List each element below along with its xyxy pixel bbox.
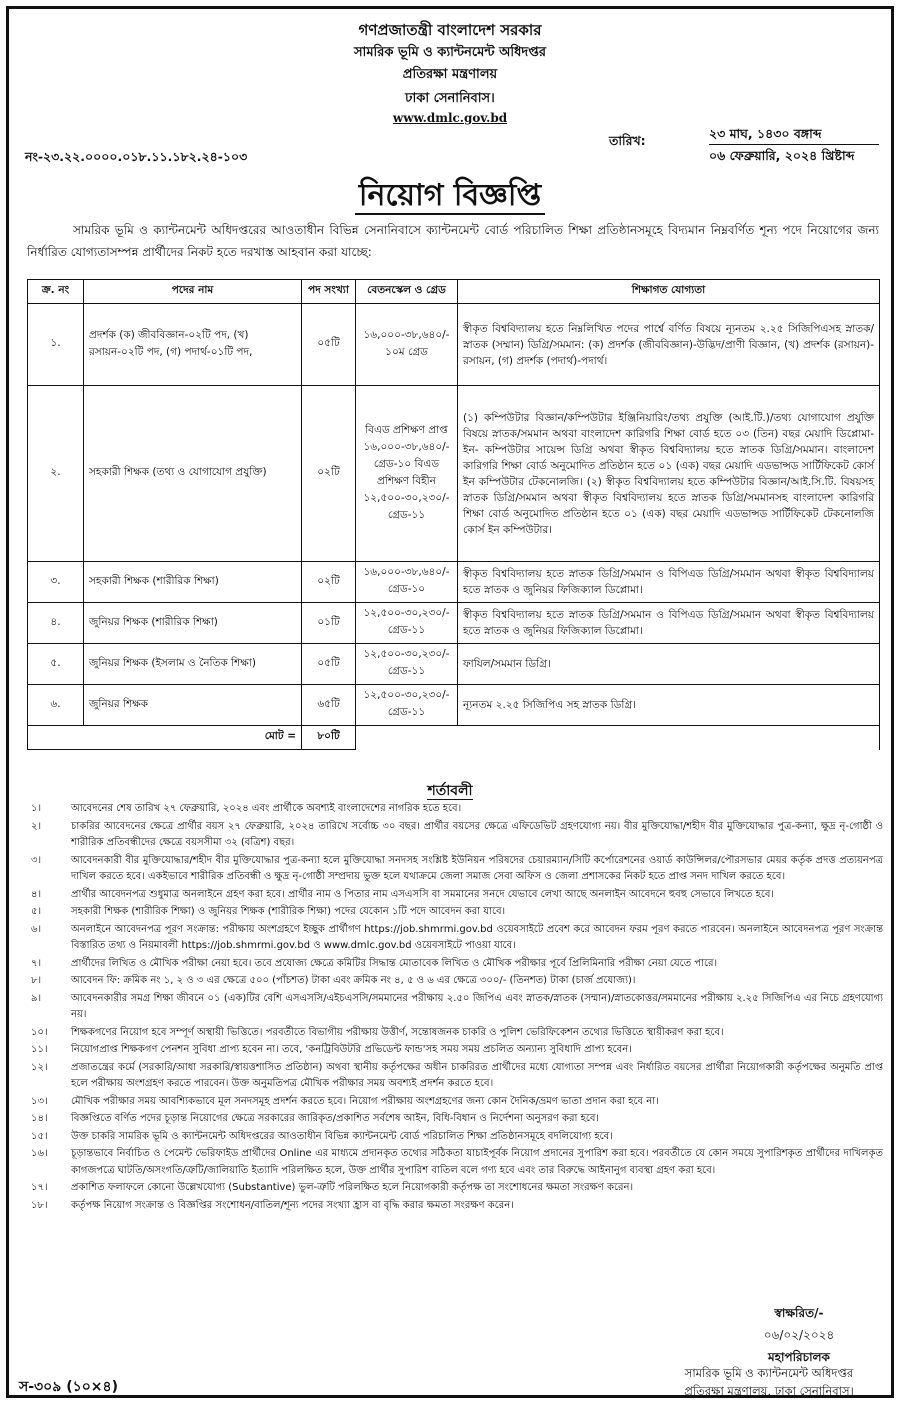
date-bangla: ২৩ মাঘ, ১৪৩০ বঙ্গাব্দ — [709, 123, 879, 145]
ministry-name: প্রতিরক্ষা মন্ত্রণালয় — [402, 67, 498, 82]
term-text: আবেদনকারীর সমগ্র শিক্ষা জীবনে ০১ (এক)টির বেশি এসএসসি/এইচএসসি/সমমানের পরীক্ষায় ২.৫০ জিপিএ এবং স্নাতক/স্নাতক (সম্মান)/স্নাতকোত্তর/সমমানের পরীক্ষায় ২.২৫ সিজিপিএ এর নিচে গ্রহণযোগ্য নয়। — [71, 992, 883, 1020]
cell-scale: ১২,৫০০-৩০,২৩০/- গ্রেড-১১ — [356, 603, 458, 644]
term-text: নিয়োগপ্রাপ্ত শিক্ষকগণ পেনশন সুবিধা প্রাপ্য হবেন না। তবে, 'কনট্রিবিউটরি প্রভিডেন্ট ফান্ড'সহ সময় সময় প্রচলিত অন্যান্য সুবিধাদি প্রাপ্য হবেন। — [71, 1044, 632, 1055]
cell-scale: ১২,৫০০-৩০,২৩০/- গ্রেড-১১ — [356, 644, 458, 685]
term-text: প্রার্থীদের লিখিত ও মৌখিক পরীক্ষা নেয়া হবে। তবে প্রযোজ্য ক্ষেত্রে কমিটির সিদ্ধান্ত মোতাবেক লিখিত ও মৌখিক পরীক্ষার পূর্বে প্রিলিমিনারি পরীক্ষা নেয়া যেতে পারে। — [71, 957, 718, 969]
term-number: ৬। — [31, 923, 42, 935]
term-text: সহকারী শিক্ষক (শারীরিক শিক্ষা) ও জুনিয়র শিক্ষক (শারীরিক শিক্ষা) পদের যেকোন ১টি পদে আবেদন করা যাবে। — [71, 906, 506, 917]
location: ঢাকা সেনানিবাস। — [405, 91, 495, 106]
signatory-designation: মহাপরিচালক — [768, 1350, 830, 1364]
terms-title — [9, 779, 891, 803]
term-text: প্রার্থীর আবেদনপত্র শুধুমাত্র অনলাইনে গ্রহণ করা হবে। প্রার্থীর নাম ও পিতার নাম এসএসসি বা সমমানের সনদে যেভাবে লেখা আছে অনলাইন আবেদনে হুবহু সেভাবে লিখতে হবে। — [71, 888, 774, 900]
list-item — [27, 887, 883, 904]
term-number: ১২। — [31, 1061, 48, 1073]
cell-qualification: স্বীকৃত বিশ্ববিদ্যালয় হতে স্নাতক ডিগ্রি/সমমান ও বিপিএড ডিগ্রি/সমমান অথবা স্বীকৃত বিশ্ববিদ্যালয় হতে স্নাতক ও জুনিয়র ফিজিক্যাল ডিপ্লোমা। — [458, 562, 880, 603]
list-item — [27, 853, 883, 886]
term-text: মৌখিক পরীক্ষার সময় আবশ্যিকভাবে মূল সনদসমূহ প্রদর্শন করতে হবে। নিয়োগ পরীক্ষায় অংশগ্রহণের জন্য কোন দৈনিক/ভ্রমণ ভাতা প্রদান করা হবে না। — [71, 1095, 659, 1107]
term-number: ৪। — [31, 888, 42, 900]
cell-sl: ৬. — [28, 685, 84, 726]
col-header-post: পদের নাম — [84, 280, 302, 304]
signatory-ministry: প্রতিরক্ষা মন্ত্রণালয়, ঢাকা সেনানিবাস। — [684, 1384, 854, 1398]
col-header-sl: ক্র. নং — [28, 280, 84, 304]
term-number: ১৭। — [31, 1182, 48, 1193]
empty-cell — [356, 726, 458, 750]
list-item — [27, 1180, 883, 1197]
cell-post: সহকারী শিক্ষক (শারীরিক শিক্ষা) — [84, 562, 302, 603]
table-header-row — [28, 280, 880, 304]
term-text: কর্তৃপক্ষ নিয়োগ সংক্রান্ত ও বিজ্ঞপ্তির সংশোধন/বাতিল/শূন্য পদের সংখ্যা হ্রাস বা বৃদ্ধি করার ক্ষমতা সংরক্ষণ করেন। — [71, 1199, 514, 1211]
list-item — [27, 1094, 883, 1111]
term-text: বিজ্ঞপ্তিতে বর্ণিত পদের চূড়ান্ত নিয়োগের ক্ষেত্রে সরকারের জারিকৃত/প্রকাশিত সর্বশেষ আইন, বিধি-বিধান ও নির্দেশনা অনুসরণ করা হবে। — [71, 1113, 599, 1124]
date-label: তারিখ: — [609, 133, 646, 148]
memo-number: নং-২৩.২২.০০০০.০১৮.১১.১৮২.২৪-১০৩ — [25, 149, 248, 164]
term-text: আবেদনের শেষ তারিখ ২৭ ফেব্রুয়ারি, ২০২৪ এবং প্রার্থীকে অবশ্যই বাংলাদেশের নাগরিক হতে হবে। — [71, 803, 462, 814]
list-item — [27, 819, 883, 852]
term-text: প্রকাশিত ফলাফলে কোনো উল্লেখযোগ্য (Substantive) ভুল-ত্রুটি পরিলক্ষিত হলে নিয়োগকারী কর্তৃপক্ষ তা সংশোধনের ক্ষমতা সংরক্ষণ করেন। — [71, 1182, 634, 1193]
table-row — [28, 644, 880, 685]
list-item — [27, 1042, 883, 1059]
website-link[interactable]: www.dmlc.gov.bd — [392, 111, 508, 125]
cell-sl: ৪. — [28, 603, 84, 644]
term-number: ১১। — [31, 1044, 48, 1055]
term-text: উক্ত চাকরি সামরিক ভূমি ও ক্যান্টনমেন্ট অধিদপ্তরের আওতাধীন বিভিন্ন ক্যান্টনমেন্ট বোর্ড পরিচালিত শিক্ষা প্রতিষ্ঠানসমূহে বদলিযোগ্য হবে। — [71, 1130, 613, 1142]
list-item — [27, 922, 883, 955]
list-item — [27, 956, 883, 973]
term-number: ৭। — [31, 957, 42, 969]
vacancy-table — [27, 279, 880, 750]
list-item — [27, 904, 883, 921]
cell-post: প্রদর্শক (ক) জীববিজ্ঞান-০২টি পদ, (খ) রসায়ন-০২টি পদ, (গ) পদার্থ-০১টি পদ, — [84, 304, 302, 386]
table-row — [28, 386, 880, 562]
term-number: ৫। — [31, 906, 42, 917]
list-item — [27, 1111, 883, 1128]
list-item — [27, 1198, 883, 1215]
cell-count: ৬৫টি — [302, 685, 356, 726]
signature-date: ০৬/০২/২০২৪ — [763, 1328, 835, 1342]
term-number: ৩। — [31, 854, 42, 866]
notice-title — [9, 171, 891, 222]
term-text: চূড়ান্তভাবে নির্বাচিত ও পেমেন্ট ভেরিফাইড প্রার্থীদের Online এর মাধ্যমে প্রদানকৃত তথ্যের সঠিকতা যাচাইপূর্বক নিয়োগ প্রদানের সুপারিশ করা হবে। পরবর্তীতে যে কোন সময়ে সুপারিশকৃত প্রার্থীদের দাখিলকৃত কাগজপত্রে ঘাটতি/অসংগতি/ত্রুটি/জালিয়াতি ইত্যাদি পরিলক্ষিত হলে, উক্ত প্রার্থীর সুপারিশ বাতিল বলে গণ্য হবে এবং তার বিরুদ্ধে আইনানুগ ব্যবস্থা গ্রহণ করা হবে। — [71, 1148, 883, 1176]
department-name: সামরিক ভূমি ও ক্যান্টনমেন্ট অধিদপ্তর — [353, 45, 547, 60]
cell-count: ০৫টি — [302, 304, 356, 386]
list-item — [27, 1129, 883, 1146]
cell-sl: ৩. — [28, 562, 84, 603]
list-item — [27, 973, 883, 990]
list-item — [27, 1146, 883, 1179]
term-text: চাকরির আবেদনের ক্ষেত্রে প্রার্থীর বয়স ২৭ ফেব্রুয়ারি, ২০২৪ তারিখে সর্বোচ্চ ৩০ বছর। প্রার্থীর বয়সের ক্ষেত্রে এফিডেভিট গ্রহণযোগ্য নয়। বীর মুক্তিযোদ্ধা/শহীদ বীর মুক্তিযোদ্ধার পুত্র-কন্যা, ক্ষুদ্র নৃ-গোষ্ঠী ও শারীরিক প্রতিবন্ধীদের ক্ষেত্রে বয়সসীমা ৩২ (বত্রিশ) বছর। — [71, 820, 883, 848]
empty-cell — [458, 726, 880, 750]
cell-scale: ১৬,০০০-৩৮,৬৪০/- গ্রেড-১০ — [356, 562, 458, 603]
list-item — [27, 1060, 883, 1093]
total-label: মোট = — [28, 726, 302, 750]
date-english: ০৬ ফেব্রুয়ারি, ২০২৪ খ্রিষ্টাব্দ — [709, 148, 855, 163]
cell-post: জুনিয়র শিক্ষক (ইসলাম ও নৈতিক শিক্ষা) — [84, 644, 302, 685]
list-item — [27, 1025, 883, 1042]
signatory-office: সামরিক ভূমি ও ক্যান্টনমেন্ট অধিদপ্তর — [684, 1366, 854, 1380]
notice-title-text: নিয়োগ বিজ্ঞপ্তি — [355, 178, 545, 215]
cell-qualification: স্বীকৃত বিশ্ববিদ্যালয় হতে নিম্নলিখিত পদের পার্শ্বে বর্ণিত বিষয়ে ন্যূনতম ২.২৫ সিজিপিএসহ স্নাতক/স্নাতক (সম্মান) ডিগ্রি/সমমান: (ক) প্রদর্শক (জীববিজ্ঞান)-উদ্ভিদ/প্রাণী বিজ্ঞান, (খ) প্রদর্শক (রসায়ন)-রসায়ন, (গ) প্রদর্শক (পদার্থ)-পদার্থ। — [458, 304, 880, 386]
total-value: ৮০টি — [302, 726, 356, 750]
term-number: ৮। — [31, 975, 42, 986]
table-row — [28, 603, 880, 644]
table-row — [28, 562, 880, 603]
term-number: ১৮। — [31, 1199, 48, 1211]
notice-page — [6, 6, 894, 1398]
terms-title-text: শর্তাবলী — [427, 783, 473, 799]
cell-post: জুনিয়র শিক্ষক (শারীরিক শিক্ষা) — [84, 603, 302, 644]
table-total-row — [28, 726, 880, 750]
cell-post: সহকারী শিক্ষক (তথ্য ও যোগাযোগ প্রযুক্তি) — [84, 386, 302, 562]
table-row — [28, 304, 880, 386]
cell-count: ০১টি — [302, 603, 356, 644]
cell-scale: ১৬,০০০-৩৮,৬৪০/- ১০ম গ্রেড — [356, 304, 458, 386]
term-text: আবেদন ফি: ক্রমিক নং ১, ২ ও ৩ এর ক্ষেত্রে ৫০০ (পাঁচশত) টাকা এবং ক্রমিক নং ৪, ৫ ও ৬ এর ক্ষেত্রে ৩০০/- (তিনশত) টাকা (চার্জ প্রযোজ্য)। — [71, 975, 636, 986]
cell-sl: ২. — [28, 386, 84, 562]
term-number: ৯। — [31, 992, 42, 1004]
cell-scale: ১২,৫০০-৩০,২৩০/- গ্রেড-১১ — [356, 685, 458, 726]
term-text: অনলাইনে আবেদনপত্র পূরণ সংক্রান্ত: পরীক্ষায় অংশগ্রহণে ইচ্ছুক প্রার্থীগণ https://job.shmrmi.gov.bd ওয়েবসাইটে প্রবেশ করে আবেদন ফরম পূরণ করতে পারবেন। অনলাইনে আবেদনপত্র পূরণ সংক্রান্ত বিস্তারিত তথ্য ও নিয়মাবলী https://job.shmrmi.gov.bd ও www.dmlc.gov.bd ওয়েবসাইটে পাওয়া যাবে। — [71, 923, 883, 951]
cell-sl: ৫. — [28, 644, 84, 685]
cell-qualification: ন্যূনতম ২.২৫ সিজিপিএ সহ স্নাতক ডিগ্রি। — [458, 685, 880, 726]
cell-qualification: (১) কম্পিউটার বিজ্ঞান/কম্পিউটার ইঞ্জিনিয়ারিং/তথ্য প্রযুক্তি (আই.টি.)/তথ্য যোগাযোগ প্রযুক্তি বিষয়ে স্নাতক/সমমান অথবা বাংলাদেশ কারিগরি শিক্ষা বোর্ড হতে ০৩ (তিন) বছর মেয়াদি ডিপ্লোমা-ইন- কম্পিউটার সায়েন্স ডিগ্রি অথবা স্বীকৃত বিশ্ববিদ্যালয় হতে স্নাতক ডিগ্রি/সমমান। বাংলাদেশ কারিগরি শিক্ষা বোর্ড অনুমোদিত প্রতিষ্ঠান হতে ০১ (এক) বছর মেয়াদি এডভান্সড সার্টিফিকেট কোর্স ইন কম্পিউটার টেকনোলজি। (২) স্বীকৃত বিশ্ববিদ্যালয় হতে কম্পিউটার বিজ্ঞান/আই.সি.টি. বিষয়সহ স্নাতক ডিগ্রি/সমমান অথবা স্বীকৃত বিশ্ববিদ্যালয় হতে স্নাতক ডিগ্রি/সমমানসহ বাংলাদেশ কারিগরি শিক্ষা বোর্ড অনুমোদিত প্রতিষ্ঠান হতে ০১ (এক) বছর মেয়াদি এডভান্সড সার্টিফিকেট টেকনোলজি কোর্স ইন কম্পিউটার। — [458, 386, 880, 562]
term-number: ১। — [31, 803, 42, 814]
terms-list — [27, 801, 883, 1215]
term-number: ১৬। — [31, 1148, 48, 1159]
cell-post: জুনিয়র শিক্ষক — [84, 685, 302, 726]
term-number: ২। — [31, 820, 42, 832]
cell-count: ০২টি — [302, 562, 356, 603]
cell-qualification: ফাযিল/সমমান ডিগ্রি। — [458, 644, 880, 685]
term-number: ১৩। — [31, 1095, 48, 1107]
term-text: আবেদনকারী বীর মুক্তিযোদ্ধার/শহীদ বীর মুক্তিযোদ্ধার পুত্র-কন্যা হলে মুক্তিযোদ্ধা সনদসহ সংশ্লিষ্ট ইউনিয়ন পরিষদের চেয়ারম্যান/সিটি কর্পোরেশনের ওয়ার্ড কাউন্সিলর/পৌরসভার মেয়র কর্তৃক প্রদত্ত প্রত্যয়নপত্র দাখিল করতে হবে। একইভাবে শারীরিক প্রতিবন্ধী ও ক্ষুদ্র নৃ-গোষ্ঠী সম্প্রদায় ভুক্ত হলে যথাক্রমে জেলা সমাজ সেবা অফিস ও জেলা প্রশাসকের নিকট হতে প্রাপ্ত সনদ দাখিল করতে হবে। — [71, 854, 883, 882]
govt-title: গণপ্রজাতন্ত্রী বাংলাদেশ সরকার — [358, 21, 542, 39]
table-row — [28, 685, 880, 726]
term-number: ১০। — [31, 1026, 48, 1038]
col-header-qualification: শিক্ষাগত যোগ্যতা — [458, 280, 880, 304]
list-item — [27, 801, 883, 818]
intro-paragraph: সামরিক ভূমি ও ক্যান্টনমেন্ট অধিদপ্তরের আওতাধীন বিভিন্ন সেনানিবাসে ক্যান্টনমেন্ট বোর্ড পরিচালিত শিক্ষা প্রতিষ্ঠানসমূহে বিদ্যমান নিম্নবর্ণিত শূন্য পদে নিয়োগের জন্য নির্ধারিত যোগ্যতাসম্পন্ন প্রার্থীদের নিকট হতে দরখাস্ত আহবান করা যাচ্ছে: — [27, 223, 879, 259]
cell-count: ০৫টি — [302, 644, 356, 685]
cell-count: ০২টি — [302, 386, 356, 562]
form-code: স-৩০৯ (১০×৪) — [19, 1379, 119, 1395]
term-text: প্রজাতন্ত্রের কর্মে (সরকারি/আধা সরকারি/স্বায়ত্তশাসিত প্রতিষ্ঠান) অথবা স্থানীয় কর্তৃপক্ষের অধীন চাকরিরত প্রার্থীদের মধ্যে যোগ্যতা সম্পন্ন এবং নির্ধারিত বয়সের প্রার্থীরা নিয়োগকারী কর্তৃপক্ষের অনুমতি প্রাপ্ত হলে পরীক্ষায় অংশগ্রহণ করতে পারবেন। উক্ত অনুমতিপত্র মৌখিক পরীক্ষার সময় অবশ্যই প্রদর্শন করতে হবে। — [71, 1061, 883, 1089]
col-header-count: পদ সংখ্যা — [302, 280, 356, 304]
col-header-scale: বেতনস্কেল ও গ্রেড — [356, 280, 458, 304]
cell-sl: ১. — [28, 304, 84, 386]
signed-mark: স্বাক্ষরিত/- — [774, 1306, 824, 1320]
term-number: ১৪। — [31, 1113, 48, 1124]
date-block — [709, 123, 879, 167]
cell-scale: বিএড প্রশিক্ষণ প্রাপ্ত ১৬,০০০-৩৮,৬৪০/- গ্রেড-১০ বিএড প্রশিক্ষণ বিহীন ১২,৫০০-৩০,২৩০/- গ্রেড-১১ — [356, 386, 458, 562]
term-text: শিক্ষকগণের নিয়োগ হবে সম্পূর্ণ অস্থায়ী ভিত্তিতে। পরবর্তীতে বিভাগীয় পরীক্ষায় উত্তীর্ণ, সন্তোষজনক চাকরি ও পুলিশ ভেরিফিকেশন তথ্যের ভিত্তিতে স্থায়ীকরণ করা হবে। — [71, 1026, 724, 1038]
term-number: ১৫। — [31, 1130, 48, 1142]
cell-qualification: স্বীকৃত বিশ্ববিদ্যালয় হতে স্নাতক ডিগ্রি/সমমান ও বিপিএড ডিগ্রি/সমমান অথবা স্বীকৃত বিশ্ববিদ্যালয় হতে স্নাতক ও জুনিয়র ফিজিক্যাল ডিপ্লোমা। — [458, 603, 880, 644]
list-item — [27, 991, 883, 1024]
